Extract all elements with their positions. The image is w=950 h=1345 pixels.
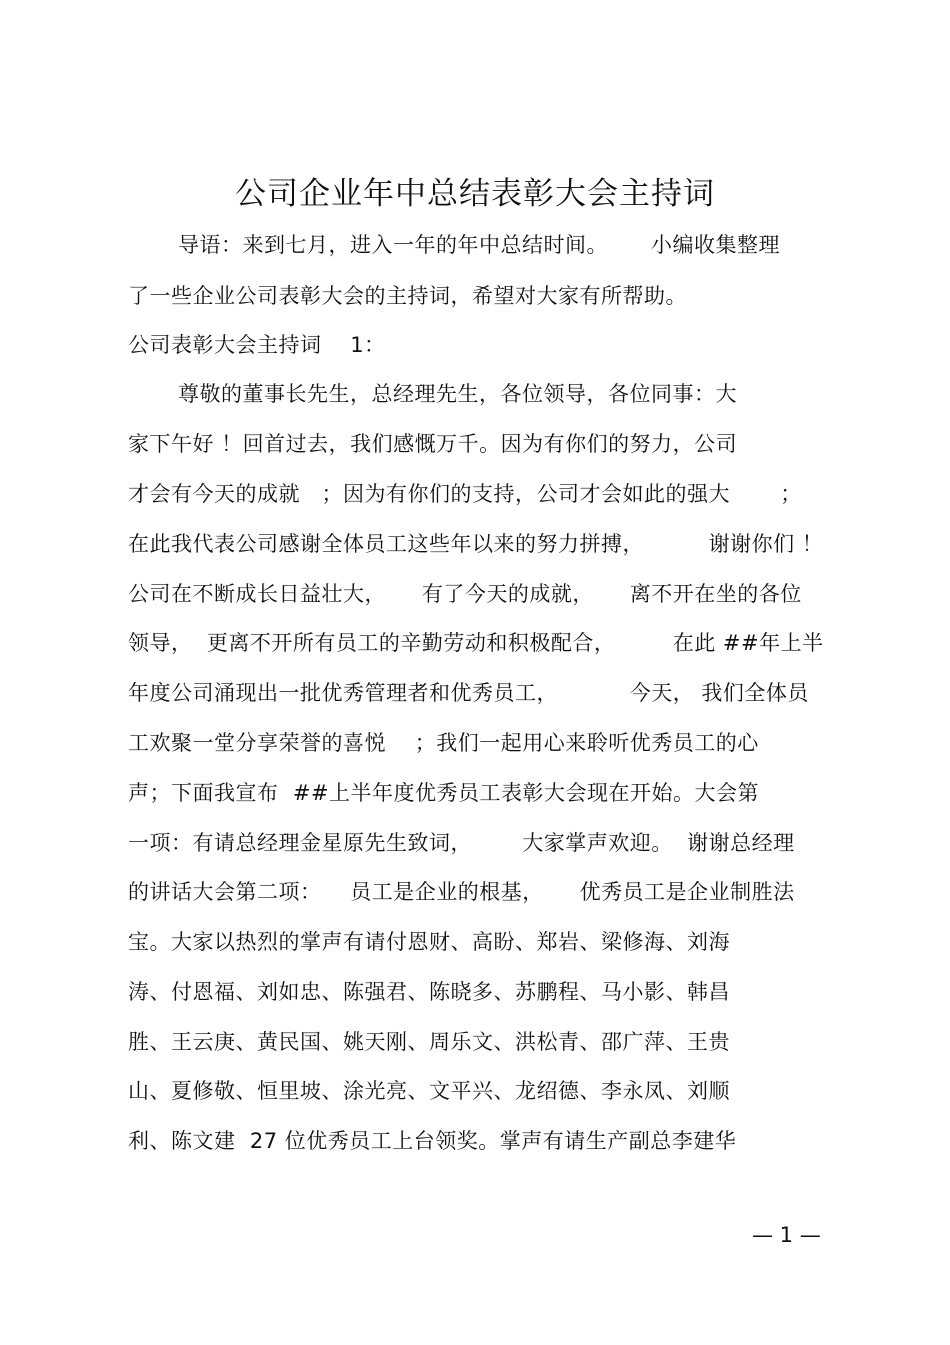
text-line: 在此我代表公司感谢全体员工这些年以来的努力拼搏， 谢谢你们 ！ [128,532,824,556]
text-line: 领导， 更离不开所有员工的辛勤劳动和积极配合， 在此 ##年上半 [128,631,824,655]
text-line: 声；下面我宣布 ##上半年度优秀员工表彰大会现在开始。大会第 [128,781,760,805]
text-line: 导语：来到七月，进入一年的年中总结时间。 小编收集整理 [178,233,781,257]
text-line: 公司在不断成长日益壮大， 有了今天的成就， 离不开在坐的各位 [128,582,802,606]
text-line: 一项：有请总经理金星原先生致词， 大家掌声欢迎。 谢谢总经理 [128,831,795,855]
text-line: 涛、付恩福、刘如忠、陈强君、陈晓多、苏鹏程、马小影、韩昌 [128,980,730,1004]
document-title: 公司企业年中总结表彰大会主持词 [235,176,715,212]
text-line: 了一些企业公司表彰大会的主持词，希望对大家有所帮助。 [128,284,687,308]
text-line: 的讲话大会第二项： 员工是企业的根基， 优秀员工是企业制胜法 [128,880,795,904]
text-line: 年度公司涌现出一批优秀管理者和优秀员工， 今天， 我们全体员 [128,681,809,705]
page-number: — 1 — [752,1223,821,1247]
text-line: 利、陈文建 27 位优秀员工上台领奖。掌声有请生产副总李建华 [128,1129,737,1153]
text-line: 公司表彰大会主持词 1： [128,333,386,357]
text-line: 才会有今天的成就 ；因为有你们的支持，公司才会如此的强大 ； [128,482,802,506]
text-line: 尊敬的董事长先生，总经理先生，各位领导，各位同事：大 [178,382,737,406]
text-line: 工欢聚一堂分享荣誉的喜悦 ；我们一起用心来聆听优秀员工的心 [128,731,759,755]
text-line: 山、夏修敬、恒里坡、涂光亮、文平兴、龙绍德、李永凤、刘顺 [128,1079,730,1103]
text-line: 宝。大家以热烈的掌声有请付恩财、高盼、郑岩、梁修海、刘海 [128,930,730,954]
text-line: 家下午好 ！回首过去，我们感慨万千。因为有你们的努力，公司 [128,432,738,456]
text-line: 胜、王云庚、黄民国、姚天刚、周乐文、洪松青、邵广萍、王贵 [128,1030,730,1054]
